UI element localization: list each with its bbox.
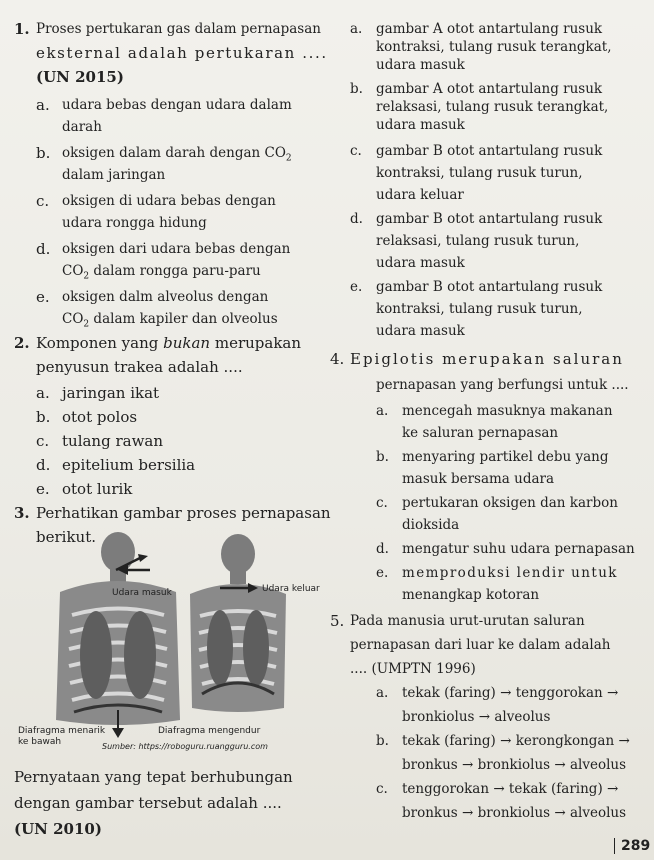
q1-stem-line2: eksternal adalah pertukaran .... — [36, 44, 328, 62]
q1-option-a-letter: a. — [36, 96, 50, 114]
q5-number: 5. — [330, 612, 345, 630]
q4-option-c-line2: dioksida — [402, 517, 460, 533]
q5-option-b-line1: tekak (faring) → kerongkongan → — [402, 733, 630, 749]
q4-option-e-line1: memproduksi lendir untuk — [402, 565, 618, 581]
q3-option-d-line2: relaksasi, tulang rusuk turun, — [376, 233, 580, 249]
breathing-diagram-svg — [40, 530, 330, 750]
q3-option-c-line2: kontraksi, tulang rusuk turun, — [376, 165, 583, 181]
figure-a-torso — [56, 532, 180, 738]
q1-option-b-line2: dalam jaringan — [62, 167, 166, 183]
q4-stem-line1: Epiglotis merupakan saluran — [350, 350, 624, 368]
q3-source: (UN 2010) — [14, 820, 102, 838]
q1-number: 1. — [14, 20, 30, 38]
q4-option-b-letter: b. — [376, 449, 389, 465]
label-air-out: Udara keluar — [262, 584, 320, 594]
q1-option-d-line2: $CO_2$ dalam rongga paru-paru — [62, 263, 261, 282]
q1-option-c-line2: udara rongga hidung — [62, 215, 207, 231]
q3-option-d-line3: udara masuk — [376, 255, 465, 271]
q3-option-e-letter: e. — [350, 279, 363, 295]
q3-option-b-line2: relaksasi, tulang rusuk terangkat, — [376, 99, 609, 115]
q4-option-b-line1: menyaring partikel debu yang — [402, 449, 609, 465]
q1-option-e-letter: e. — [36, 288, 50, 306]
q3-stem-line1: Perhatikan gambar proses pernapasan — [36, 504, 331, 522]
q3-question-line1: Pernyataan yang tepat berhubungan — [14, 768, 293, 786]
q1-option-c-line1: oksigen di udara bebas dengan — [62, 193, 276, 209]
label-diaphragm-down-2: ke bawah — [18, 737, 62, 747]
q3-option-b-line3: udara masuk — [376, 117, 465, 133]
q5-option-b-line2: bronkus → bronkiolus → alveolus — [402, 757, 627, 773]
q1-option-a-line2: darah — [62, 119, 102, 135]
q3-number: 3. — [14, 504, 30, 522]
q4-stem-line2: pernapasan yang berfungsi untuk .... — [376, 377, 629, 393]
q1-option-a-line1: udara bebas dengan udara dalam — [62, 97, 292, 113]
q4-option-a-letter: a. — [376, 403, 389, 419]
q4-option-b-line2: masuk bersama udara — [402, 471, 555, 487]
q3-question-line2: dengan gambar tersebut adalah .... — [14, 794, 282, 812]
q2-option-b-letter: b. — [36, 408, 51, 426]
q4-option-a-line2: ke saluran pernapasan — [402, 425, 559, 441]
q2-stem-line1: Komponen yang bukan merupakan — [36, 334, 302, 352]
q3-option-a-line1: gambar A otot antartulang rusuk — [376, 21, 603, 37]
q3-option-d-line1: gambar B otot antartulang rusuk — [376, 211, 603, 227]
q1-option-d-line1: oksigen dari udara bebas dengan — [62, 241, 291, 257]
q1-option-e-line1: oksigen dalm alveolus dengan — [62, 289, 269, 305]
q2-option-e-text: otot lurik — [62, 480, 133, 498]
q4-option-c-line1: pertukaran oksigen dan karbon — [402, 495, 618, 511]
q1-source: (UN 2015) — [36, 68, 124, 86]
q2-option-e-letter: e. — [36, 480, 50, 498]
q1-option-c-letter: c. — [36, 192, 50, 210]
q1-option-b-line1: oksigen dalam darah dengan $CO_2$ — [62, 145, 292, 164]
q3-option-e-line3: udara masuk — [376, 323, 465, 339]
q5-stem-line3: .... (UMPTN 1996) — [350, 661, 476, 677]
q2-stem-line2: penyusun trakea adalah .... — [36, 358, 243, 376]
q4-option-c-letter: c. — [376, 495, 388, 511]
label-diaphragm-down: Diafragma menarik — [18, 726, 106, 736]
q5-option-a-line1: tekak (faring) → tenggorokan → — [402, 685, 619, 701]
q2-option-c-letter: c. — [36, 432, 50, 450]
q3-option-c-line3: udara keluar — [376, 187, 464, 203]
q1-option-d-letter: d. — [36, 240, 51, 258]
q3-option-a-line2: kontraksi, tulang rusuk terangkat, — [376, 39, 612, 55]
q1-option-e-line2: $CO_2$ dalam kapiler dan olveolus — [62, 311, 278, 330]
q2-option-a-text: jaringan ikat — [62, 384, 160, 402]
q2-option-b-text: otot polos — [62, 408, 138, 426]
q5-stem-line1: Pada manusia urut-urutan saluran — [350, 613, 585, 629]
q2-option-d-text: epitelium bersilia — [62, 456, 196, 474]
q2-option-c-text: tulang rawan — [62, 432, 164, 450]
figure-b-torso — [190, 534, 286, 712]
q3-option-d-letter: d. — [350, 211, 363, 227]
q3-option-a-line3: udara masuk — [376, 57, 465, 73]
q3-option-c-line1: gambar B otot antartulang rusuk — [376, 143, 603, 159]
q5-option-a-line2: bronkiolus → alveolus — [402, 709, 551, 725]
q3-option-e-line1: gambar B otot antartulang rusuk — [376, 279, 603, 295]
q5-stem-line2: pernapasan dari luar ke dalam adalah — [350, 637, 611, 653]
q2-option-a-letter: a. — [36, 384, 50, 402]
q3-stem-line2: berikut. — [36, 528, 96, 546]
q3-option-b-line1: gambar A otot antartulang rusuk — [376, 81, 603, 97]
label-air-in: Udara masuk — [112, 588, 172, 598]
q3-option-e-line2: kontraksi, tulang rusuk turun, — [376, 301, 583, 317]
q1-stem-line1: Proses pertukaran gas dalam pernapasan — [36, 21, 321, 37]
q4-option-e-line2: menangkap kotoran — [402, 587, 540, 603]
q3-option-b-letter: b. — [350, 81, 363, 97]
q3-option-c-letter: c. — [350, 143, 362, 159]
q5-option-b-letter: b. — [376, 733, 389, 749]
label-diaphragm-relax: Diafragma mengendur — [158, 726, 261, 736]
q4-option-d-line1: mengatur suhu udara pernapasan — [402, 541, 635, 557]
q4-number: 4. — [330, 350, 345, 368]
q5-option-a-letter: a. — [376, 685, 389, 701]
breathing-diagram — [18, 530, 330, 751]
q5-option-c-line2: bronkus → bronkiolus → alveolus — [402, 805, 627, 821]
q5-option-c-line1: tenggorokan → tekak (faring) → — [402, 781, 619, 797]
page-number: 289 — [614, 838, 650, 854]
q3-option-a-letter: a. — [350, 21, 363, 37]
q2-option-d-letter: d. — [36, 456, 51, 474]
q4-option-d-letter: d. — [376, 541, 389, 557]
figure-source: Sumber: https://roboguru.ruangguru.com — [102, 742, 268, 751]
q2-number: 2. — [14, 334, 30, 352]
q1-option-b-letter: b. — [36, 144, 51, 162]
q5-option-c-letter: c. — [376, 781, 388, 797]
q4-option-e-letter: e. — [376, 565, 389, 581]
q4-option-a-line1: mencegah masuknya makanan — [402, 403, 613, 419]
